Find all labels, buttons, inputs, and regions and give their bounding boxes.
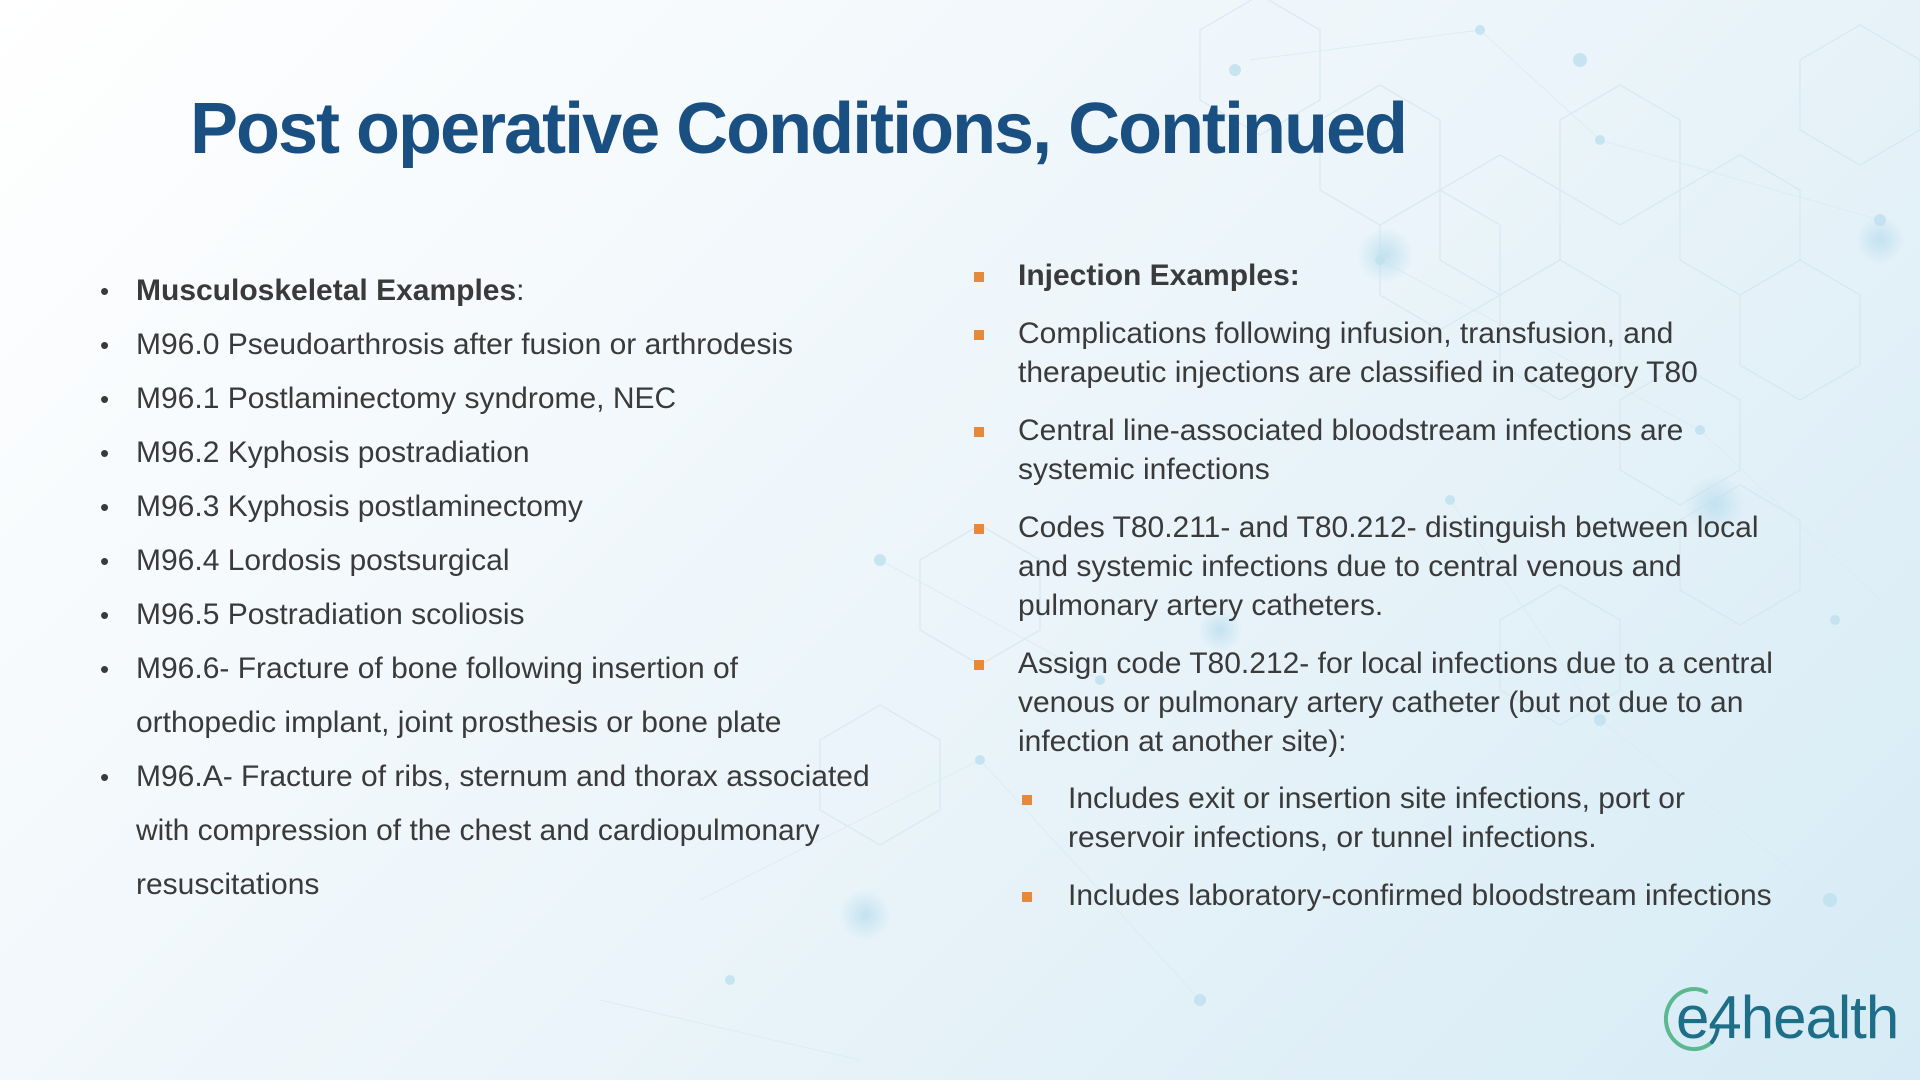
- sub-list-item: Includes laboratory-confirmed bloodstream infections: [968, 876, 1798, 915]
- slide-title: Post operative Conditions, Continued: [190, 89, 1407, 169]
- list-item: • M96.6- Fracture of bone following insertion of orthopedic implant, joint prosthesis or bone plate: [100, 642, 880, 750]
- list-item: Assign code T80.212- for local infections due to a central venous or pulmonary artery catheter (but not due to an infection at another site): Includes exit or insertion site infections, port or reservoir infections, or tunnel infections. Includes laboratory-confirmed bloodstream infections: [968, 644, 1798, 915]
- list-item: • M96.0 Pseudoarthrosis after fusion or arthrodesis: [100, 318, 880, 372]
- square-bullet-icon: [974, 330, 984, 340]
- list-item: Complications following infusion, transfusion, and therapeutic injections are classified in category T80: [968, 314, 1798, 392]
- injection-examples-list: [968, 256, 1798, 934]
- square-bullet-icon: [974, 524, 984, 534]
- logo-text: e4health: [1676, 984, 1899, 1051]
- square-bullet-icon: [974, 272, 984, 282]
- square-bullet-icon: [1022, 795, 1032, 805]
- square-bullet-icon: [974, 660, 984, 670]
- bullet-icon: •: [100, 600, 110, 630]
- list-item: Injection Examples:: [968, 256, 1798, 295]
- list-item: • M96.A- Fracture of ribs, sternum and thorax associated with compression of the chest and cardiopulmonary resuscitations: [100, 750, 880, 912]
- square-bullet-icon: [1022, 892, 1032, 902]
- list-item: • Musculoskeletal Examples:: [100, 264, 880, 318]
- list-item: • M96.1 Postlaminectomy syndrome, NEC: [100, 372, 880, 426]
- list-item: • M96.4 Lordosis postsurgical: [100, 534, 880, 588]
- square-bullet-icon: [974, 427, 984, 437]
- bullet-icon: •: [100, 330, 110, 360]
- bullet-icon: •: [100, 492, 110, 522]
- bullet-icon: •: [100, 276, 110, 306]
- list-item: • M96.2 Kyphosis postradiation: [100, 426, 880, 480]
- bullet-icon: •: [100, 762, 110, 792]
- musculoskeletal-examples-list: [100, 264, 880, 912]
- list-item: Central line-associated bloodstream infections are systemic infections: [968, 411, 1798, 489]
- sub-list-item: Includes exit or insertion site infections, port or reservoir infections, or tunnel infections.: [968, 779, 1798, 857]
- e4health-logo: [1662, 978, 1899, 1058]
- list-item: Codes T80.211- and T80.212- distinguish between local and systemic infections due to central venous and pulmonary artery catheters.: [968, 508, 1798, 625]
- bullet-icon: •: [100, 546, 110, 576]
- sub-list: [1018, 779, 1798, 915]
- bullet-icon: •: [100, 384, 110, 414]
- bullet-icon: •: [100, 654, 110, 684]
- list-item: • M96.5 Postradiation scoliosis: [100, 588, 880, 642]
- bullet-icon: •: [100, 438, 110, 468]
- list-item: • M96.3 Kyphosis postlaminectomy: [100, 480, 880, 534]
